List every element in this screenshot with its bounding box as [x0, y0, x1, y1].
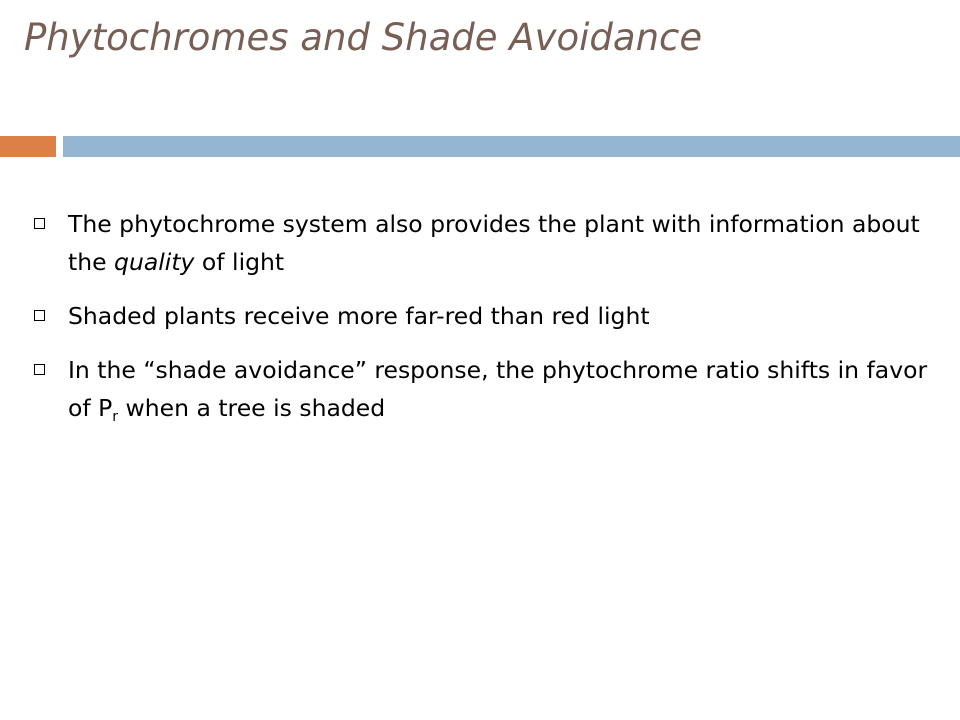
bullet-text: The phytochrome system also provides the plant with information about the — [68, 210, 920, 276]
bullet-text: when a tree is shaded — [118, 394, 386, 422]
bullet-emphasis: quality — [114, 248, 195, 276]
title-divider-bar — [63, 136, 960, 157]
bullet-text: Shaded plants receive more far-red than red light — [68, 302, 650, 330]
bullet-item — [34, 205, 934, 281]
subscript-r: r — [112, 409, 119, 425]
slide-title: Phytochromes and Shade Avoidance — [24, 16, 703, 59]
bullet-item — [34, 351, 934, 427]
square-bullet-icon — [34, 218, 45, 229]
square-bullet-icon — [34, 310, 45, 321]
square-bullet-icon — [34, 364, 45, 375]
bullet-list — [34, 205, 934, 443]
bullet-text: of light — [194, 248, 285, 276]
bullet-item — [34, 297, 934, 335]
bullet-text: In the “shade avoidance” response, the phytochrome ratio shifts in favor of P — [68, 356, 928, 422]
title-accent-bar — [0, 136, 56, 157]
